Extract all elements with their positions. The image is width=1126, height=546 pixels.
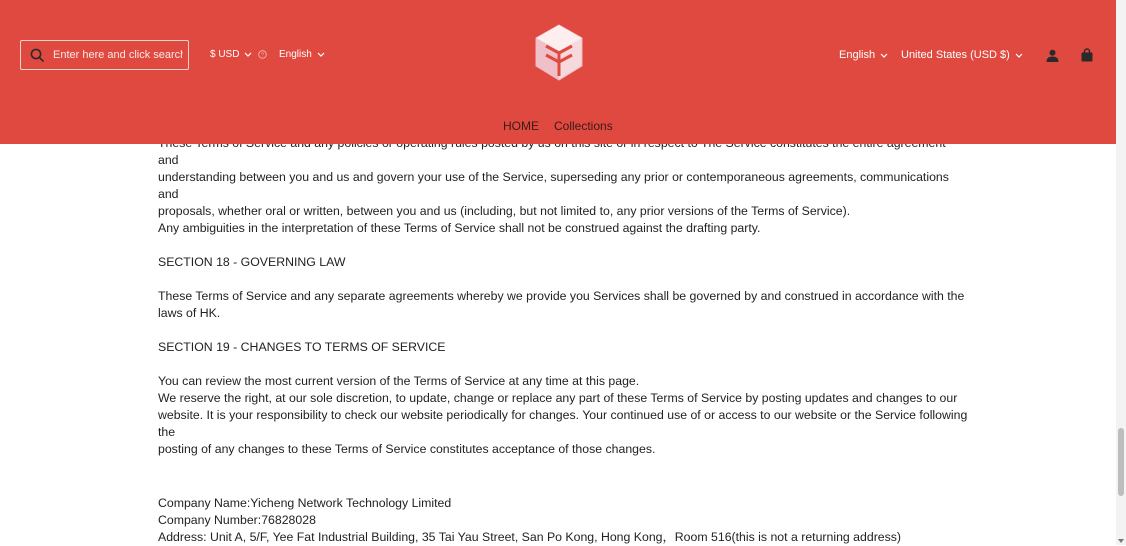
- logo-icon[interactable]: [532, 22, 586, 84]
- svg-text:?: ?: [261, 52, 265, 59]
- text-line: understanding between you and us and govern your use of the Service, superseding any prior or contemporaneous agreements, communications and: [158, 170, 949, 201]
- terms-content: [158, 135, 968, 546]
- chevron-down-icon: [880, 53, 888, 58]
- chevron-down-icon: [244, 52, 252, 57]
- nav-collections-label: Collections: [554, 119, 613, 133]
- language-label-left: English: [279, 49, 312, 60]
- nav-home[interactable]: [503, 119, 539, 133]
- text-line: laws of HK.: [158, 306, 221, 320]
- site-header: [0, 0, 1116, 144]
- text-line: You can review the most current version of the Terms of Service at any time at this page.: [158, 374, 640, 388]
- text-line: proposals, whether oral or written, between you and us (including, but not limited to, any prior versions of the Terms of Service).: [158, 204, 851, 218]
- user-icon[interactable]: [1046, 49, 1059, 62]
- company-name: Company Name:Yicheng Network Technology Limited: [158, 496, 452, 510]
- text-line: posting of any changes to these Terms of Service constitutes acceptance of those changes.: [158, 442, 656, 456]
- text-line: We reserve the right, at our sole discretion, to update, change or replace any part of these Terms of Service by posting updates and changes to our: [158, 391, 958, 405]
- search-box[interactable]: [20, 40, 189, 70]
- text-line: Any ambiguities in the interpretation of these Terms of Service shall not be construed against the drafting party.: [158, 221, 761, 235]
- bag-icon[interactable]: [1081, 48, 1093, 62]
- text-line: and: [158, 153, 179, 167]
- company-address: Address: Unit A, 5/F, Yee Fat Industrial Building, 35 Tai Yau Street, San Po Kong, Hong Kong，Room 516(this is not a returning address): [158, 530, 902, 544]
- scrollbar-thumb[interactable]: [1118, 428, 1124, 496]
- currency-label: $ USD: [210, 49, 240, 60]
- text-line: website. It is your responsibility to check our website periodically for changes. Your continued use of or access to our website or the Service following the: [158, 408, 968, 439]
- section-18-title: SECTION 18 - GOVERNING LAW: [158, 255, 346, 269]
- section-19-title: SECTION 19 - CHANGES TO TERMS OF SERVICE: [158, 340, 446, 354]
- chevron-down-icon: [317, 52, 325, 57]
- language-selector-right[interactable]: [839, 49, 888, 61]
- help-icon[interactable]: [258, 50, 267, 59]
- language-label-right: English: [839, 49, 876, 61]
- nav-collections[interactable]: [554, 119, 613, 133]
- search-input[interactable]: [53, 49, 183, 61]
- company-number: Company Number:76828028: [158, 513, 316, 527]
- language-selector-left[interactable]: [279, 49, 325, 60]
- scroll-down-arrow-icon[interactable]: [1118, 539, 1124, 543]
- search-icon[interactable]: [30, 48, 44, 62]
- chevron-down-icon: [1015, 53, 1023, 58]
- scrollbar[interactable]: [1116, 0, 1126, 545]
- nav-home-label: HOME: [503, 119, 539, 133]
- text-line: These Terms of Service and any separate agreements whereby we provide you Services shall be governed by and construed in accordance with the: [158, 289, 965, 303]
- country-selector[interactable]: [901, 49, 1023, 61]
- currency-selector[interactable]: [210, 49, 267, 60]
- country-label: United States (USD $): [901, 49, 1010, 61]
